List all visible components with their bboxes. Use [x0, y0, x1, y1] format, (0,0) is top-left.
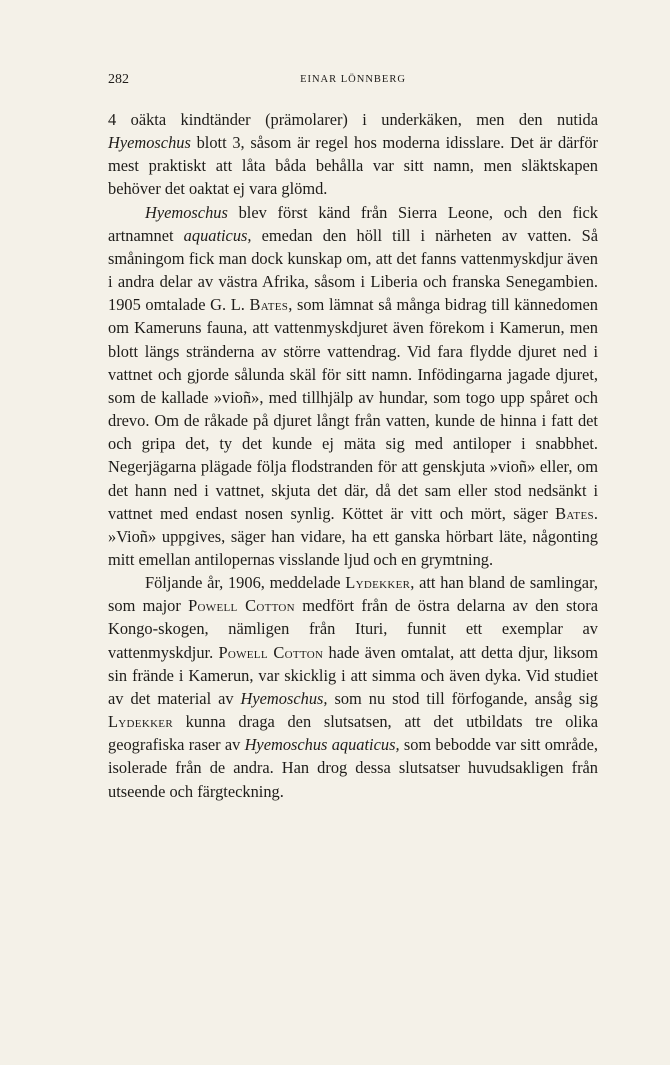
- text-run-smallcaps: Powell Cotton: [218, 642, 324, 662]
- text-run: som bebodde var sitt område, isolerade från de andra. Han drog dessa slutsatser huvudsakligen från utseende och färgteckning.: [108, 735, 598, 801]
- page-number: 282: [108, 72, 129, 87]
- text-run-smallcaps: Lydekker: [345, 573, 411, 593]
- text-run: hade även omtalat, att detta djur, liksom sin frände i Kamerun, var skicklig i att simma och även dyka. Vid studiet av det material av: [108, 642, 598, 708]
- text-run-smallcaps: Powell Cotton: [188, 596, 295, 616]
- page-header: [108, 72, 598, 92]
- text-run: blott 3, såsom är regel hos moderna idisslare. Det är därför mest praktiskt att låta båda behålla var sitt namn, men släktskapen behöver det oaktat ej vara glömd.: [108, 133, 598, 199]
- text-run: , som lämnat så många bidrag till kännedomen om Kameruns fauna, att vattenmyskdjuret även förekom i Kamerun, men blott längs stränderna av större vattendrag. Vid fara flydde djuret ned i vattnet och gjorde sålunda skäl för sitt namn. Infödingarna jagade djuret, som de kallade »vioñ», med tillhjälp av hundar, som togo upp spåret och drevo. Om de råkade på djuret långt från vatten, kunde de hinna i fatt det och gripa det, ty det kunde ej mäta sig med antiloper i snabbhet. Negerjägarna plägade följa flodstranden för att genskjuta »vioñ» eller, om det hann ned i vattnet, skjuta det där, då det sam eller stod nedsänkt i vattnet med endast nosen synlig. Köttet är vitt och mört, säger: [108, 295, 598, 523]
- text-run-italic: Hyemoschus: [145, 202, 228, 222]
- paragraph-2: [108, 201, 598, 572]
- text-run: . »Vioñ» uppgives, säger han vidare, ha ett ganska hörbart läte, någonting mitt emellan antilopernas visslande ljud och en grymtning.: [108, 503, 598, 569]
- text-run-smallcaps: Bates: [555, 503, 594, 523]
- text-run-italic: Hyemoschus,: [240, 688, 328, 708]
- text-run: som nu stod till förfogande, ansåg sig: [327, 688, 598, 708]
- text-run: Följande år, 1906, meddelade: [145, 573, 346, 593]
- text-run-italic: Hyemoschus: [108, 133, 191, 153]
- text-run-smallcaps: Bates: [249, 295, 289, 315]
- body-text: [108, 108, 598, 803]
- text-run-smallcaps: Lydekker: [108, 712, 173, 732]
- paragraph-1: [108, 108, 598, 201]
- text-run: 4 oäkta kindtänder (prämolarer) i underkäken, men den nutida: [108, 110, 598, 129]
- text-run: medfört från de östra delarna av den stora Kongo-skogen, nämligen från Ituri, funnit ett exemplar av vattenmyskdjur.: [108, 596, 599, 662]
- text-run-italic: aquaticus,: [183, 225, 252, 245]
- text-run: blev först känd från Sierra Leone, och den fick artnamnet: [108, 202, 598, 245]
- running-head: EINAR LÖNNBERG: [300, 74, 406, 85]
- paragraph-3: [108, 571, 598, 803]
- text-run: , att han bland de samlingar, som major: [108, 573, 598, 616]
- text-run-italic: Hyemoschus aquaticus,: [244, 735, 400, 755]
- text-run: kunna draga den slutsatsen, att det utbildats tre olika geografiska raser av: [108, 712, 598, 755]
- text-run: emedan den höll till i närheten av vatten. Så småningom fick man dock kunskap om, att det fanns vattenmyskdjur även i andra delar av västra Afrika, såsom i Liberia och franska Senegambien. 1905 omtalade G. L.: [108, 225, 598, 315]
